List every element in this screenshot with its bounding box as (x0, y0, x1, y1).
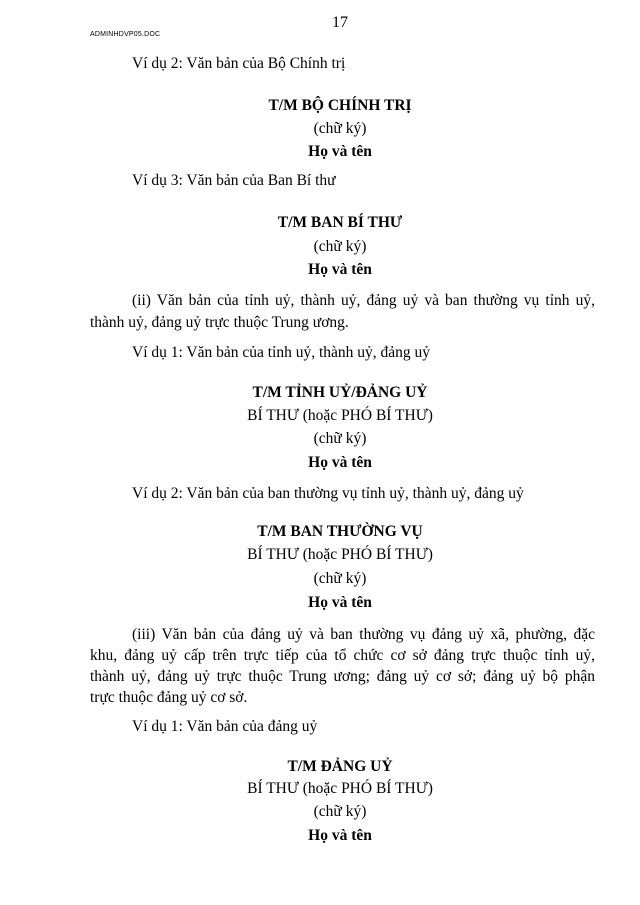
example-3-heading: Ví dụ 3: Văn bản của Ban Bí thư (132, 172, 336, 189)
signature-4-title: T/M BAN THƯỜNG VỤ (257, 523, 423, 540)
paragraph-ii-line-2: thành uỷ, đảng uỷ trực thuộc Trung ương. (90, 314, 349, 331)
paragraph-iii-line-2: khu, đảng uỷ cấp trên trực tiếp của tổ chức cơ sở đảng trực thuộc tỉnh uỷ, (90, 647, 595, 664)
paragraph-iii-line-3: thành uỷ, đảng uỷ trực thuộc Trung ương; đảng uỷ cơ sở; đảng uỷ bộ phận (90, 668, 595, 685)
signature-3-title: T/M TỈNH UỶ/ĐẢNG UỶ (252, 384, 428, 401)
signature-3-sign: (chữ ký) (313, 430, 367, 447)
signature-5-title: T/M ĐẢNG UỶ (287, 758, 393, 775)
signature-1-title: T/M BỘ CHÍNH TRỊ (268, 97, 412, 114)
paragraph-iii-line-4: trực thuộc đảng uỷ cơ sở. (90, 689, 248, 706)
document-filename: ADMINHDVP05.DOC (90, 31, 161, 38)
paragraph-ii-line-1: (ii) Văn bản của tỉnh uỷ, thành uỷ, đảng uỷ và ban thường vụ tỉnh uỷ, (132, 292, 595, 309)
signature-4-name: Họ và tên (308, 594, 372, 611)
example-1-ii-heading: Ví dụ 1: Văn bản của tỉnh uỷ, thành uỷ, đảng uỷ (132, 344, 431, 361)
signature-4-role: BÍ THƯ (hoặc PHÓ BÍ THƯ) (247, 546, 433, 563)
signature-3-name: Họ và tên (308, 454, 372, 471)
signature-2-title: T/M BAN BÍ THƯ (277, 214, 403, 231)
signature-5-name: Họ và tên (308, 827, 372, 844)
page-number: 17 (332, 14, 348, 31)
signature-5-role: BÍ THƯ (hoặc PHÓ BÍ THƯ) (247, 780, 433, 797)
example-1-iii-heading: Ví dụ 1: Văn bản của đảng uỷ (132, 718, 318, 735)
signature-3-role: BÍ THƯ (hoặc PHÓ BÍ THƯ) (247, 407, 433, 424)
signature-2-sign: (chữ ký) (313, 238, 367, 255)
signature-1-sign: (chữ ký) (313, 120, 367, 137)
signature-4-sign: (chữ ký) (313, 570, 367, 587)
signature-5-sign: (chữ ký) (313, 803, 367, 820)
example-2-ii-heading: Ví dụ 2: Văn bản của ban thường vụ tỉnh uỷ, thành uỷ, đảng uỷ (132, 485, 524, 502)
signature-1-name: Họ và tên (308, 143, 372, 160)
paragraph-iii-line-1: (iii) Văn bản của đảng uỷ và ban thường vụ đảng uỷ xã, phường, đặc (132, 626, 595, 643)
example-2-heading: Ví dụ 2: Văn bản của Bộ Chính trị (132, 55, 346, 72)
signature-2-name: Họ và tên (308, 261, 372, 278)
